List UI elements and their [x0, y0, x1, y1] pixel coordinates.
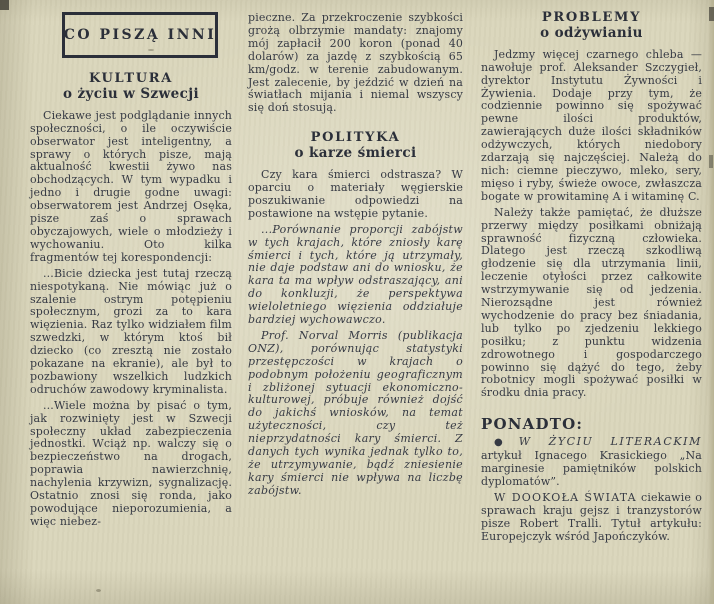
paragraph: Czy kara śmierci odstrasza? W oparciu o materiały węgierskie poszukiwanie odpowiedzi na postawione na wstępie pytanie.: [248, 168, 463, 220]
paragraph-continuation: pieczne. Za przekroczenie szybkości grożą olbrzymie mandaty: znajomy mój zapłacił 200 koron (ponad 40 dolarów) za jazdę z szybkością 65 km/godz. w terenie zabudowanym. Jest zalecenie, by jeździć w dzień na światłach mijania i niemal wszyscy się doń stosują.: [248, 11, 463, 115]
section-subtitle-polityka: o karze śmierci: [294, 145, 417, 162]
section-title-polityka: POLITYKA: [310, 130, 401, 146]
news-item-text: ciekawie o sprawach kraju gejsz i tranzystorów pisze Robert Tralli. Tytuł artykułu: Europejczyk wśród Japończyków.: [481, 490, 703, 543]
paragraph: Jedzmy więcej czarnego chleba — nawołuje prof. Aleksander Szczygieł, dyrektor Instytutu Żywności i Żywienia. Dodaje przy tym, że codziennie powinno się spożywać pewne ilości produktów, zawierających duże ilości składników odżywczych, których niedobory zdarzają się najczęściej. Należą do nich: ciemne pieczywo, mleko, sery, mięso i ryby, świeże owoce, zwłaszcza bogate w prowitaminę A i witaminę C.: [481, 47, 702, 203]
section-subtitle-kultura: o życiu w Szwecji: [62, 85, 200, 102]
bullet-icon: ●: [494, 437, 515, 449]
paragraph-quote: ...Porównanie proporcji zabójstw w tych krajach, które zniosły karę śmierci i tych, które ją utrzymały, nie daje podstaw ani do wniosku, że kara ta ma wpływ odstraszający, ani do konkluzji, że perspektywa wieloletniego więzienia oddziałuje bardziej wychowawczo.: [248, 222, 463, 327]
news-item-lead: W DOOKOŁA ŚWIATA: [494, 490, 637, 504]
news-item-text: artykuł Ignacego Krasickiego „Na marginesie pamiętników polskich dyplomatów”.: [481, 449, 702, 488]
section-title-ponadto: PONADTO:: [481, 415, 584, 434]
scan-edge-strip: [708, 0, 714, 604]
scan-corner-mark: [0, 0, 9, 10]
masthead-title: CO PISZĄ INNI: [63, 26, 217, 43]
column-middle: [248, 12, 463, 501]
paragraph: Należy także pamiętać, że dłuższe przerwy między posiłkami obniżają sprawność fizyczną człowieka. Dlatego jest rzeczą szkodliwą głodzenie się dla utrzymania linii, leczenie otyłości przez całkowite wstrzymywanie się od jedzenia. Nierozsądne jest również wychodzenie do pracy bez śniadania, lub tylko po zjedzeniu lekkiego posiłku; z punktu widzenia zdrowotnego i gospodarczego powinno się dążyć do tego, żeby robotnicy mogli spożywać posiłki w środku dnia pracy.: [481, 205, 702, 400]
column-left: [30, 10, 232, 532]
paragraph: ...Bicie dziecka jest tutaj rzeczą niespotykaną. Nie mówiąc już o szalenie ostrym potępieniu społecznym, grozi za to kara więzienia. Raz tylko widziałem film szwedzki, w którym ktoś bił dziecko (co zresztą nie zostało pokazane na ekranie), ale był to pozbawiony wszelkich ludzkich odruchów zawodowy kryminalista.: [30, 266, 232, 396]
paragraph: Ciekawe jest podglądanie innych społeczności, o ile oczywiście obserwator jest inteligentny, a sprawy o których pisze, mają aktualność kwestii żywo nas obchodzących. W tym wypadku i jedno i drugie godne uwagi: obserwatorem jest Andrzej Osęka, pisze zaś o sprawach obyczajowych, wiele o młodzieży i wychowaniu. Oto kilka fragmentów tej korespondencji:: [30, 108, 232, 264]
news-item-lead: W ŻYCIU LITERACKIM: [518, 435, 702, 449]
section-title-problemy: PROBLEMY: [541, 10, 642, 25]
paragraph: ...Wiele można by pisać o tym, jak rozwinięty jest w Szwecji społeczny układ zabezpieczenia jednostki. Wciąż np. walczy się o bezpieczeństwo na drogach, poprawia nawierzchnię, nachylenia krzywizn, sygnalizację. Ostatnio znosi się ronda, jako powodujące nieporozumienia, a więc niebez-: [30, 398, 232, 528]
section-subtitle-problemy: o odżywianiu: [540, 24, 643, 41]
section-title-kultura: KULTURA: [88, 71, 174, 86]
masthead-box: [62, 12, 218, 58]
scan-edge-mark: [709, 155, 713, 168]
news-item: [481, 492, 702, 544]
column-right: [481, 6, 702, 546]
scan-edge-mark: [709, 7, 714, 21]
scan-speck: [96, 589, 101, 592]
paragraph-quote: Prof. Norval Morris (publikacja ONZ), porównując statystyki przestępczości w krajach o podobnym położeniu geograficznym i zbliżonej sytuacji ekonomiczno-kulturowej, próbuje również dojść do jakichś wniosków, na temat użyteczności, czy też nieprzydatności kary śmierci. Z danych tych wynika jednak tylko to, że utrzymywanie, bądź zniesienie kary śmierci nie wpływa na liczbę zabójstw.: [248, 328, 463, 497]
news-item: [481, 436, 702, 489]
